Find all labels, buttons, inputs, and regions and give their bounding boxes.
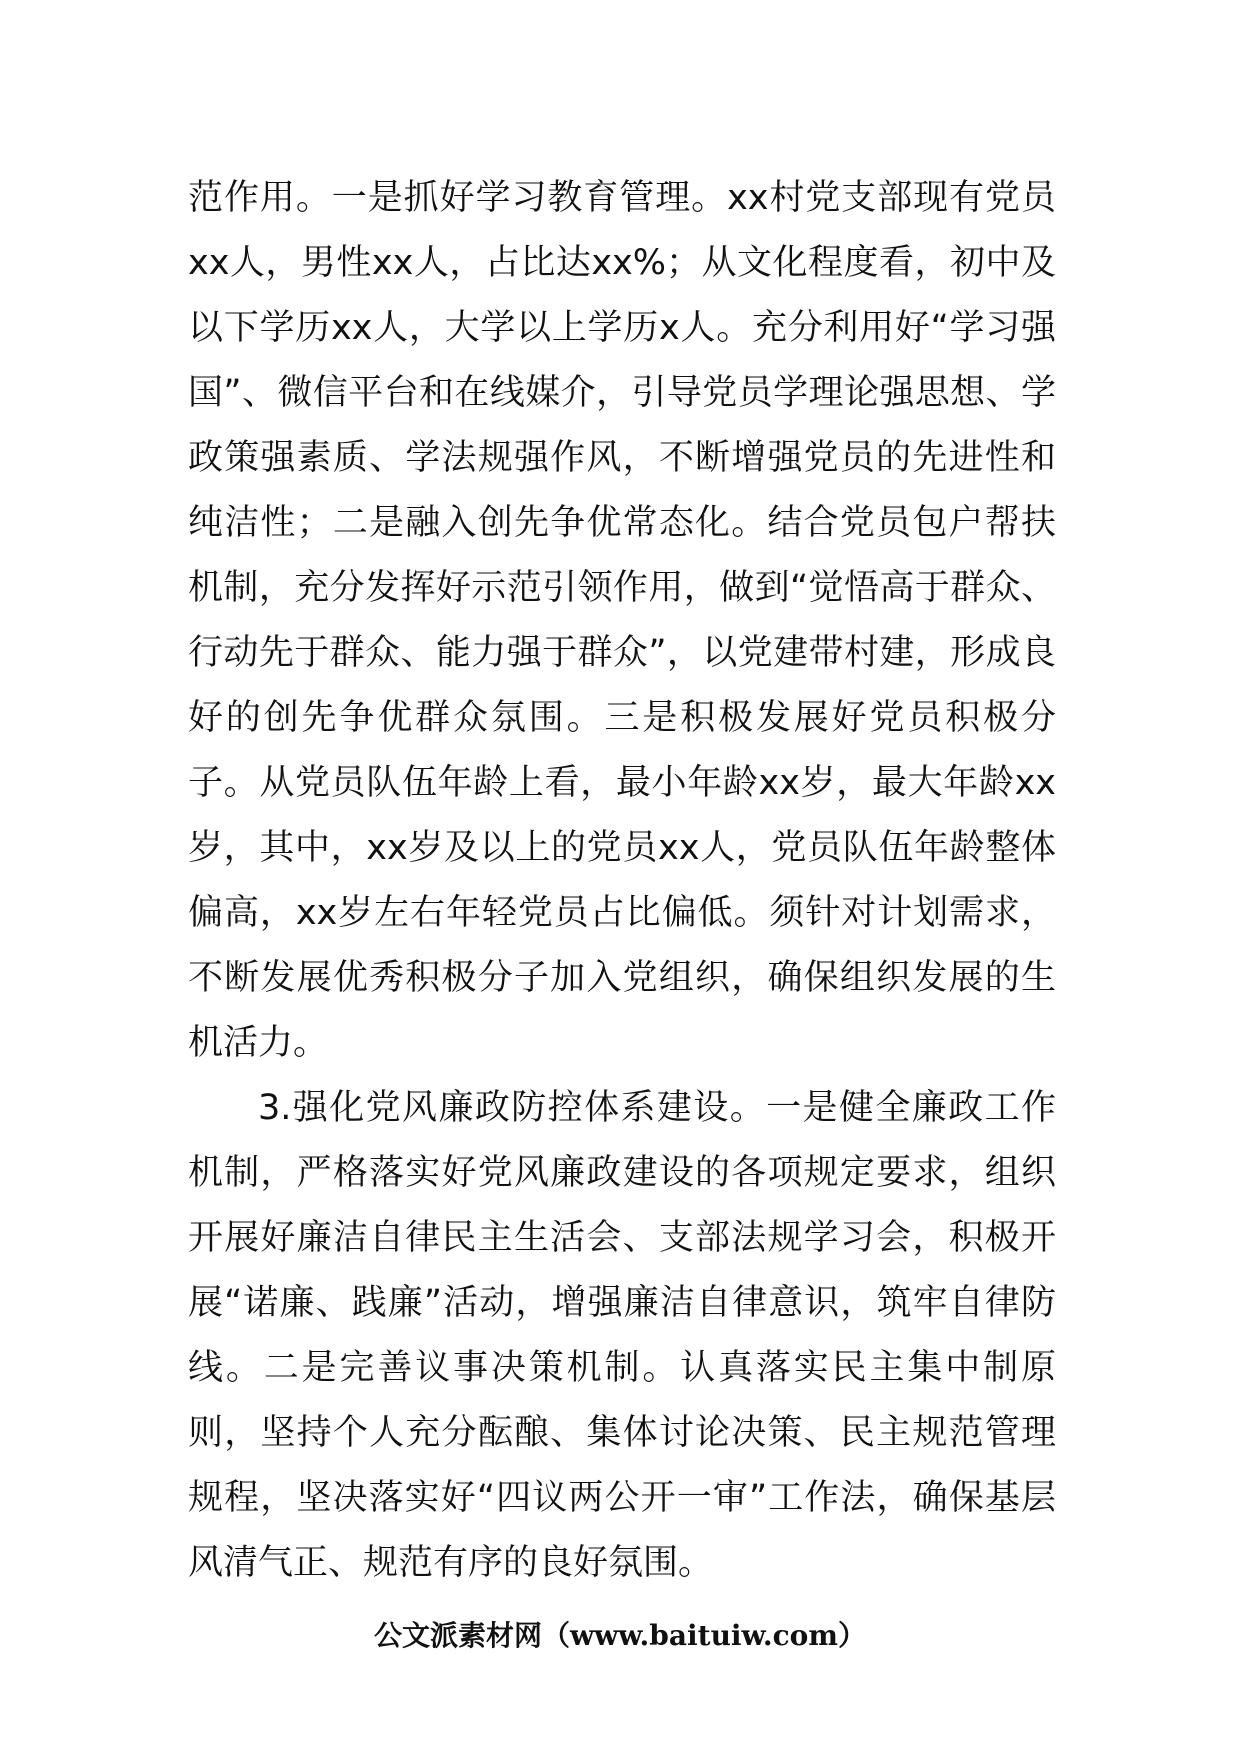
footer-watermark-text: 公文派素材网（www.baituiw.com） bbox=[374, 1619, 866, 1652]
paragraph-section-3: 3.强化党风廉政防控体系建设。一是健全廉政工作机制，严格落实好党风廉政建设的各项规定要求，组织开展好廉洁自律民主生活会、支部法规学习会，积极开展“诺廉、践廉”活动，增强廉洁自律意识，筑牢自律防线。二是完善议事决策机制。认真落实民主集中制原则，坚持个人充分酝酿、集体讨论决策、民主规范管理规程，坚决落实好“四议两公开一审”工作法，确保基层风清气正、规范有序的良好氛围。 bbox=[188, 1088, 1056, 1583]
paragraph-continued: 范作用。一是抓好学习教育管理。xx村党支部现有党员xx人，男性xx人，占比达xx%；从文化程度看，初中及以下学历xx人，大学以上学历x人。充分利用好“学习强国”、微信平台和在线媒介，引导党员学理论强思想、学政策强素质、学法规强作风，不断增强党员的先进性和纯洁性；二是融入创先争优常态化。结合党员包户帮扶机制，充分发挥好示范引领作用，做到“觉悟高于群众、行动先于群众、能力强于群众”，以党建带村建，形成良好的创先争优群众氛围。三是积极发展好党员积极分子。从党员队伍年龄上看，最小年龄xx岁，最大年龄xx岁，其中，xx岁及以上的党员xx人，党员队伍年龄整体偏高，xx岁左右年轻党员占比偏低。须针对计划需求，不断发展优秀积极分子加入党组织，确保组织发展的生机活力。 bbox=[188, 178, 1056, 1063]
document-body bbox=[188, 166, 1056, 1596]
